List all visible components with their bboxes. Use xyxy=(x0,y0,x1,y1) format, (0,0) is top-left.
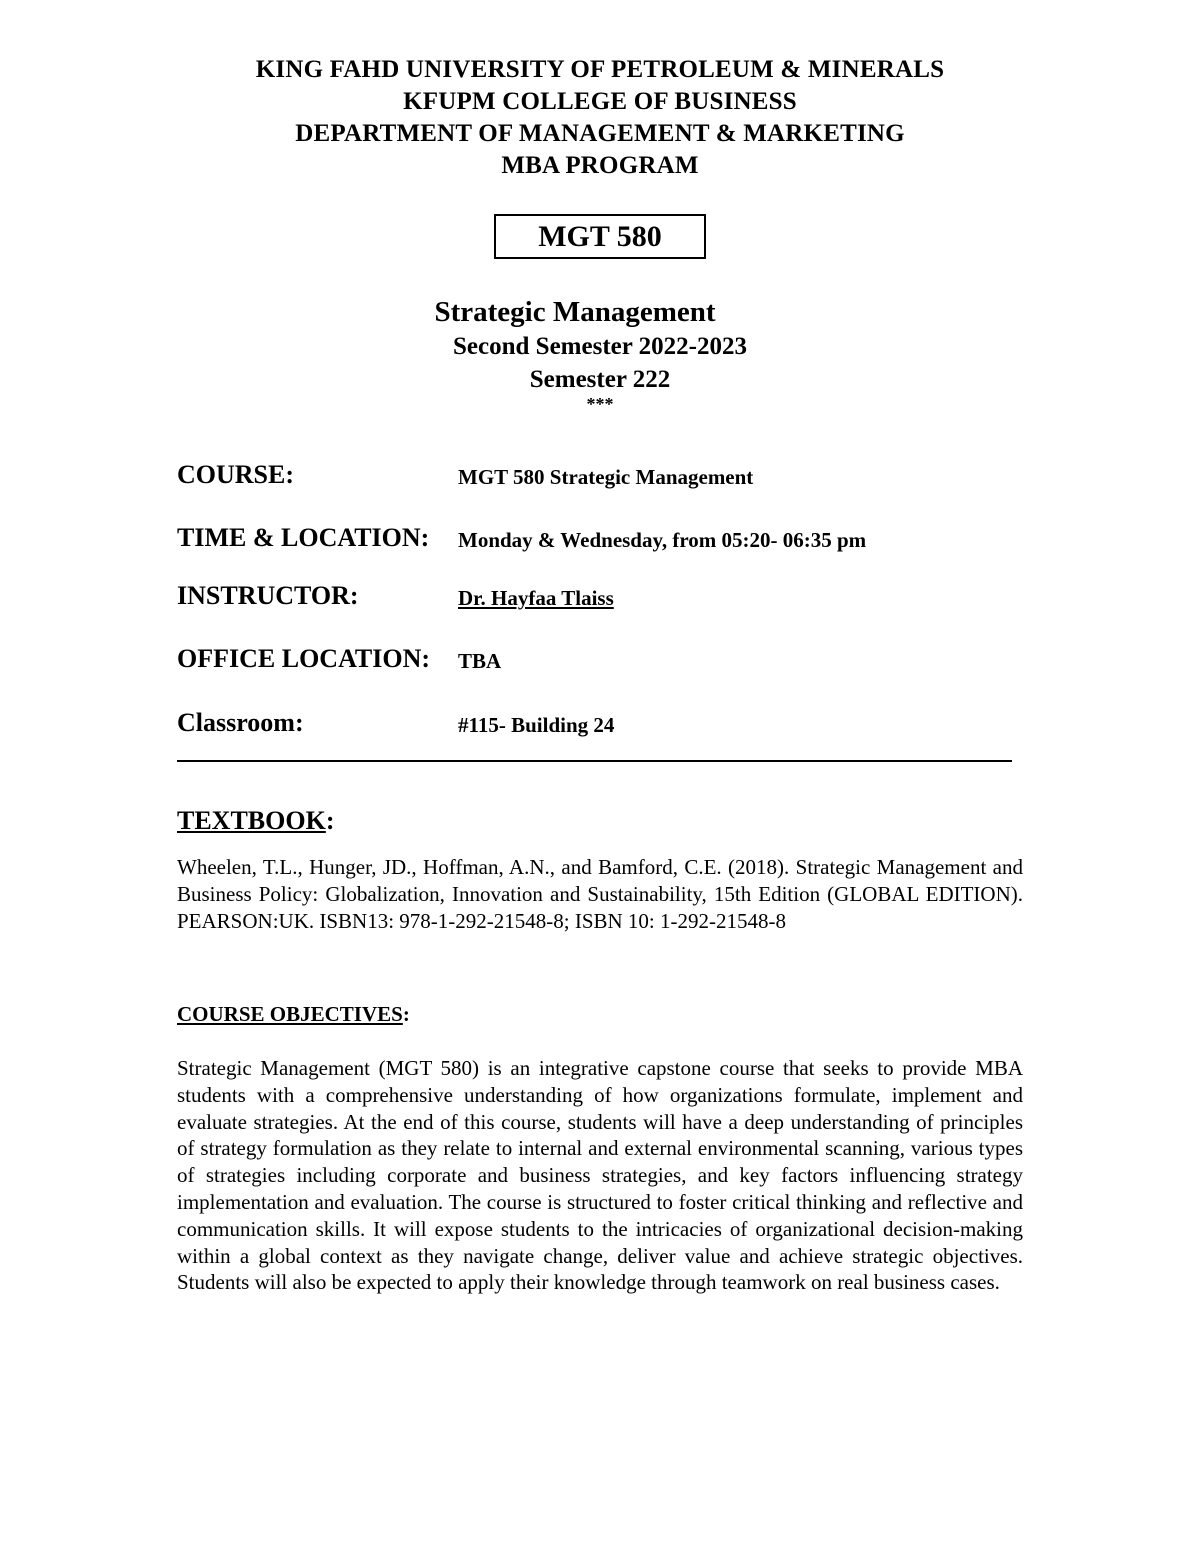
institution-header xyxy=(0,54,1200,182)
course-value: MGT 580 Strategic Management xyxy=(458,465,754,489)
college-name: KFUPM COLLEGE OF BUSINESS xyxy=(403,88,797,115)
office-label: OFFICE LOCATION: xyxy=(177,644,431,673)
classroom-label: Classroom: xyxy=(177,708,304,737)
objectives-heading xyxy=(177,1000,410,1028)
textbook-heading xyxy=(177,804,335,838)
info-row-course xyxy=(177,458,1027,492)
info-row-instructor xyxy=(177,579,1027,613)
separator-stars: *** xyxy=(586,394,614,414)
instructor-name: Dr. Hayfaa Tlaiss xyxy=(458,586,614,610)
info-row-classroom xyxy=(177,706,1027,740)
instructor-label: INSTRUCTOR: xyxy=(177,581,359,610)
info-row-office xyxy=(177,642,1027,676)
course-title-block xyxy=(0,294,1200,412)
course-title: Strategic Management xyxy=(434,296,716,328)
info-row-time-location xyxy=(177,521,1027,555)
objectives-paragraph: Strategic Management (MGT 580) is an integrative capstone course that seeks to provide MBA students with a comprehensive understanding of how organizations formulate, implement and evaluate strategies. At the end of this course, students will have a deep understanding of principles of strategy formulation as they relate to internal and external environmental scanning, various types of strategies including corporate and business strategies, and key factors influencing strategy implementation and evaluation. The course is structured to foster critical thinking and reflective and communication skills. It will expose students to the intricacies of organizational decision-making within a global context as they navigate change, deliver value and achieve strategic objectives. Students will also be expected to apply their knowledge through teamwork on real business cases. xyxy=(177,1056,1023,1295)
classroom-value: #115- Building 24 xyxy=(458,713,615,737)
textbook-heading-colon: : xyxy=(325,806,335,835)
semester-label: Second Semester 2022-2023 xyxy=(453,333,747,360)
textbook-citation: Wheelen, T.L., Hunger, JD., Hoffman, A.N., and Bamford, C.E. (2018). Strategic Management and Business Policy: Globalization, Innovation and Sustainability, 15th Edition (GLOBAL EDITION). PEARSON:UK. ISBN13: 978-1-292-21548-8; ISBN 10: 1-292-21548-8 xyxy=(177,855,1023,933)
objectives-heading-colon: : xyxy=(402,1002,410,1026)
time-location-value: Monday & Wednesday, from 05:20- 06:35 pm xyxy=(458,528,867,552)
course-code-box: MGT 580 xyxy=(494,214,706,259)
time-location-label: TIME & LOCATION: xyxy=(177,523,430,552)
university-name: KING FAHD UNIVERSITY OF PETROLEUM & MINERALS xyxy=(255,56,945,83)
course-label: COURSE: xyxy=(177,460,295,489)
program-name: MBA PROGRAM xyxy=(501,152,699,179)
horizontal-divider xyxy=(177,760,1012,762)
department-name: DEPARTMENT OF MANAGEMENT & MARKETING xyxy=(295,120,905,147)
term-label: Semester 222 xyxy=(529,366,671,393)
textbook-heading-text: TEXTBOOK xyxy=(177,806,326,835)
office-value: TBA xyxy=(458,649,502,673)
objectives-heading-text: COURSE OBJECTIVES xyxy=(177,1002,403,1026)
